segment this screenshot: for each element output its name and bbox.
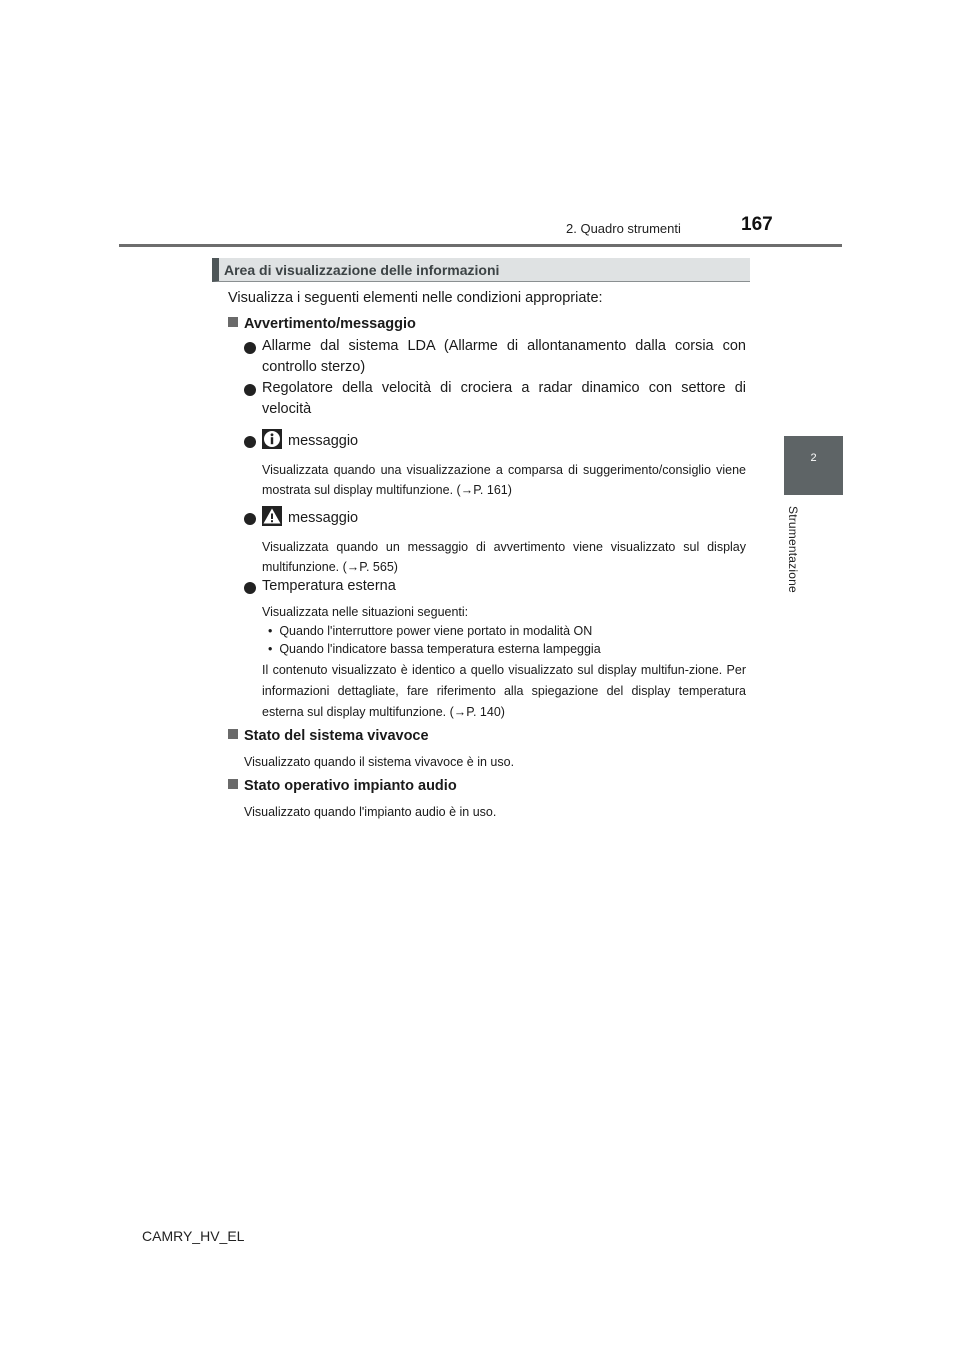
- outside-temp-list-item: • Quando l'indicatore bassa temperatura esterna lampeggia: [268, 642, 601, 656]
- bullet-icon: [244, 582, 256, 594]
- subheading-label: Avvertimento/messaggio: [244, 316, 416, 332]
- outside-temp-list-item: • Quando l'interruttore power viene portato in modalità ON: [268, 624, 593, 638]
- bullet-icon: [244, 513, 256, 525]
- bullet-lda: Allarme dal sistema LDA (Allarme di allontanamento dalla corsia con controllo sterzo): [262, 338, 746, 375]
- info-icon: [262, 429, 282, 449]
- handsfree-note: Visualizzato quando il sistema vivavoce è in uso.: [244, 755, 515, 769]
- bullet-icon: [244, 436, 256, 448]
- bullet-icon: [244, 342, 256, 354]
- page-number: 167: [741, 214, 773, 235]
- section-title: Area di visualizzazione delle informazioni: [224, 262, 500, 278]
- outside-temp-detail: Il contenuto visualizzato è identico a quello visualizzato sul display multifun-zione. Per informazioni dettagliate, fare riferimento alla spiegazione del display temperatura esterna sul display multifunzione. (→P. 140): [262, 663, 746, 719]
- list-item-text: Quando l'indicatore bassa temperatura esterna lampeggia: [279, 642, 601, 656]
- bullet-icon: [244, 384, 256, 396]
- bullet-warning-message: [262, 506, 746, 529]
- outside-temp-note: Visualizzata nelle situazioni seguenti:: [262, 605, 469, 619]
- square-bullet-icon: [228, 317, 238, 327]
- header-divider: [119, 244, 842, 247]
- bullet-info-message: [262, 429, 746, 452]
- subheading-audio: [228, 778, 457, 794]
- warning-icon: [262, 506, 282, 526]
- bullet-cruise: Regolatore della velocità di crociera a radar dinamico con settore di velocità: [262, 380, 746, 417]
- bullet-warning-label: messaggio: [288, 510, 359, 526]
- square-bullet-icon: [228, 729, 238, 739]
- model-code: CAMRY_HV_EL: [142, 1228, 245, 1244]
- subheading-handsfree: [228, 728, 429, 744]
- chapter-tab-label-wrap: [772, 506, 818, 596]
- list-item-text: Quando l'interruttore power viene portato in modalità ON: [279, 624, 593, 638]
- subheading-label: Stato del sistema vivavoce: [244, 728, 429, 744]
- square-bullet-icon: [228, 779, 238, 789]
- section-intro: Visualizza i seguenti elementi nelle condizioni appropriate:: [228, 290, 603, 306]
- audio-note: Visualizzato quando l'impianto audio è in uso.: [244, 805, 497, 819]
- info-message-note: Visualizzata quando una visualizzazione a comparsa di suggerimento/consiglio viene mostrata sul display multifunzione. (→P. 161): [262, 463, 746, 497]
- subheading-label: Stato operativo impianto audio: [244, 778, 457, 794]
- chapter-tab-label: Strumentazione: [786, 506, 800, 593]
- chapter-tab-number: 2: [810, 452, 817, 464]
- chapter-tab: [784, 436, 843, 495]
- bullet-info-label: messaggio: [288, 433, 359, 449]
- bullet-outside-temp: Temperatura esterna: [262, 578, 396, 594]
- chapter-title: 2. Quadro strumenti: [566, 221, 681, 236]
- subheading-warning-message: [228, 316, 416, 332]
- warning-message-note: Visualizzata quando un messaggio di avvertimento viene visualizzato sul display multifunzione. (→P. 565): [262, 540, 746, 574]
